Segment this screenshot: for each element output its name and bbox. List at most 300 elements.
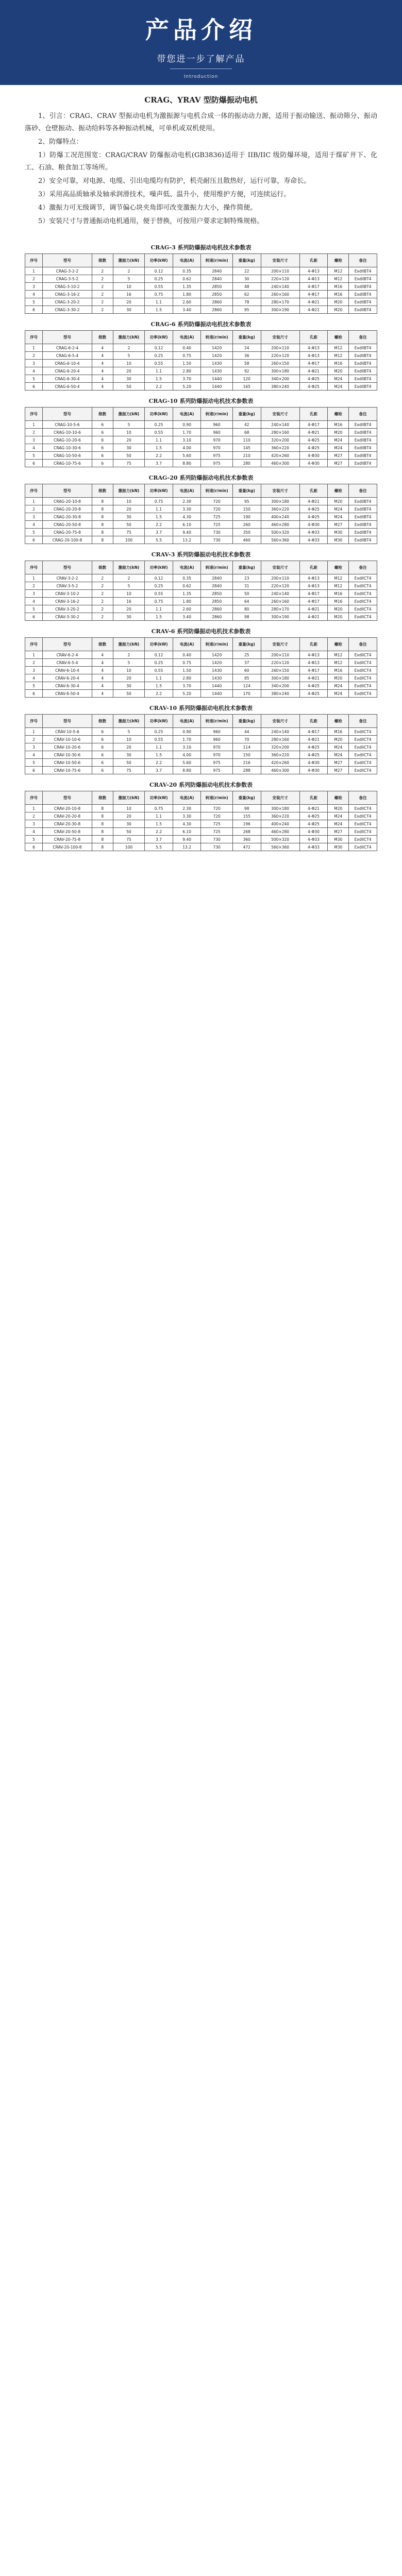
table-cell: ExdIICT4 [349, 812, 377, 820]
table-cell: ExdIICT4 [349, 767, 377, 774]
table-cell: 30 [113, 751, 144, 759]
table-cell: 0.75 [173, 659, 201, 667]
table-cell: 360 [232, 836, 261, 843]
table-cell: 460×300 [261, 767, 299, 774]
table-cell: 6 [25, 536, 43, 544]
table-cell: 2 [25, 352, 43, 360]
table-row [25, 360, 377, 367]
intro-paragraph: 1）防爆工况范围宽：CRAG/CRAV 防爆振动电机(GB3836)适用于 IIB/IIC 级防爆环境，适用于煤矿井下、化工、石油、粮食加工等场所。 [25, 151, 377, 172]
table-cell: ExdIIBT4 [349, 291, 377, 298]
table-cell: 30 [232, 275, 261, 283]
table-cell: 975 [201, 460, 232, 467]
table-cell: ExdIIBT4 [349, 298, 377, 306]
column-header: 备注 [349, 561, 377, 574]
table-cell: 68 [232, 429, 261, 436]
table-cell: 1.50 [173, 360, 201, 367]
table-cell: 3 [25, 513, 43, 521]
table-cell: ExdIICT4 [349, 836, 377, 843]
table-cell: 2 [25, 812, 43, 820]
table-row [25, 836, 377, 843]
table-cell: M16 [328, 291, 349, 298]
spec-table [25, 561, 377, 621]
table-cell: 8 [92, 498, 113, 505]
table-cell: 260×150 [261, 667, 299, 674]
table-cell: 170 [232, 690, 261, 698]
table-cell: M12 [328, 352, 349, 360]
table-cell: 75 [113, 836, 144, 843]
table-row [25, 690, 377, 698]
table-cell: 720 [201, 505, 232, 513]
table-cell: 6 [25, 306, 43, 314]
table-cell: 2840 [201, 275, 232, 283]
table-cell: 5 [113, 421, 144, 429]
table-cell: 6.10 [173, 828, 201, 836]
table-header-row [25, 484, 377, 498]
table-cell: 13.2 [173, 843, 201, 851]
table-cell: 4.30 [173, 513, 201, 521]
table-row [25, 267, 377, 275]
column-header: 安装尺寸 [261, 561, 299, 574]
table-row [25, 767, 377, 774]
table-cell: ExdIICT4 [349, 598, 377, 605]
column-header: 螺栓 [328, 791, 349, 805]
table-cell: 4-Φ17 [299, 291, 328, 298]
spec-table [25, 253, 377, 314]
table-cell: 2.30 [173, 805, 201, 812]
table-cell: 20 [113, 812, 144, 820]
table-cell: 340×200 [261, 375, 299, 383]
table-cell: 200×110 [261, 651, 299, 659]
table-cell: 30 [113, 613, 144, 621]
column-header: 功率(kW) [145, 484, 173, 498]
table-cell: 2 [92, 306, 113, 314]
table-row [25, 812, 377, 820]
table-cell: CRAG-6-30-4 [43, 375, 92, 383]
table-cell: 300×180 [261, 674, 299, 682]
table-cell: 280×170 [261, 605, 299, 613]
table-cell: CRAG-6-5-4 [43, 352, 92, 360]
table-cell: 50 [113, 828, 144, 836]
column-header: 激振力(kN) [113, 484, 144, 498]
table-cell: 0.55 [145, 429, 173, 436]
column-header: 螺栓 [328, 408, 349, 421]
column-header: 功率(kW) [145, 791, 173, 805]
table-cell: 2860 [201, 306, 232, 314]
table-cell: 50 [232, 590, 261, 598]
table-cell: 30 [113, 444, 144, 452]
table-cell: ExdIICT4 [349, 651, 377, 659]
table-cell: 4 [25, 444, 43, 452]
table-cell: 288 [232, 767, 261, 774]
column-header: 转速(r/min) [201, 638, 232, 651]
table-cell: 2860 [201, 605, 232, 613]
table-cell: 4-Φ17 [299, 590, 328, 598]
table-cell: 4-Φ30 [299, 521, 328, 529]
table-cell: 42 [232, 421, 261, 429]
table-cell: M30 [328, 843, 349, 851]
table-cell: 1.5 [145, 513, 173, 521]
table-row [25, 736, 377, 743]
column-header: 备注 [349, 408, 377, 421]
table-cell: 200×110 [261, 574, 299, 582]
table-cell: 4-Φ21 [299, 613, 328, 621]
table-cell: 10 [113, 805, 144, 812]
column-header: 安装尺寸 [261, 408, 299, 421]
banner-title: 产品介绍 [145, 16, 257, 44]
table-cell: CRAV-10-75-6 [43, 767, 92, 774]
table-cell: 3.10 [173, 743, 201, 751]
table-cell: 0.62 [173, 582, 201, 590]
table-cell: 970 [201, 751, 232, 759]
table-cell: 280×160 [261, 736, 299, 743]
table-cell: 4-Φ21 [299, 736, 328, 743]
table-cell: 2.2 [145, 521, 173, 529]
table-cell: 5.20 [173, 690, 201, 698]
table-cell: 120 [232, 375, 261, 383]
table-cell: 95 [232, 498, 261, 505]
table-cell: 8 [92, 529, 113, 536]
spec-table-block [25, 781, 377, 851]
table-cell: 20 [113, 298, 144, 306]
spec-table-block [25, 243, 377, 314]
table-row [25, 759, 377, 767]
table-cell: CRAG-20-75-8 [43, 529, 92, 536]
table-cell: 1 [25, 267, 43, 275]
table-cell: 0.90 [173, 728, 201, 736]
table-cell: 10 [113, 498, 144, 505]
column-header: 安装尺寸 [261, 254, 299, 267]
table-cell: 4-Φ17 [299, 598, 328, 605]
column-header: 级数 [92, 254, 113, 267]
table-cell: 1.1 [145, 743, 173, 751]
table-cell: 560×360 [261, 843, 299, 851]
table-cell: 0.35 [173, 267, 201, 275]
table-cell: M16 [328, 728, 349, 736]
table-cell: 5 [113, 659, 144, 667]
table-cell: 300×180 [261, 805, 299, 812]
table-cell: 4.00 [173, 751, 201, 759]
table-cell: 64 [232, 598, 261, 605]
table-cell: 10 [113, 590, 144, 598]
table-cell: 10 [113, 736, 144, 743]
table-cell: 4 [92, 344, 113, 352]
column-header: 重量(kg) [232, 715, 261, 728]
table-caption: CRAV-6 系列防爆振动电机技术参数表 [151, 628, 251, 635]
table-cell: 500×320 [261, 529, 299, 536]
table-cell: 2.2 [145, 452, 173, 460]
table-row [25, 421, 377, 429]
table-cell: 100 [113, 536, 144, 544]
table-cell: 460×300 [261, 460, 299, 467]
table-cell: 240×140 [261, 728, 299, 736]
table-cell: ExdIICT4 [349, 728, 377, 736]
table-cell: 2850 [201, 590, 232, 598]
table-cell: ExdIICT4 [349, 759, 377, 767]
table-cell: 4-Φ17 [299, 421, 328, 429]
table-cell: 2840 [201, 574, 232, 582]
spec-table [25, 330, 377, 391]
intro-section [0, 85, 402, 234]
table-cell: 3.7 [145, 836, 173, 843]
column-header: 激振力(kN) [113, 638, 144, 651]
table-cell: 2.2 [145, 690, 173, 698]
table-cell: 4-Φ13 [299, 582, 328, 590]
table-cell: 2.30 [173, 498, 201, 505]
table-cell: 725 [201, 521, 232, 529]
column-header: 激振力(kN) [113, 408, 144, 421]
table-cell: 60 [232, 667, 261, 674]
table-cell: 30 [113, 513, 144, 521]
table-cell: 560×360 [261, 536, 299, 544]
table-cell: 280×170 [261, 298, 299, 306]
column-header: 功率(kW) [145, 331, 173, 344]
table-cell: CRAV-6-20-4 [43, 674, 92, 682]
table-cell: 4-Φ33 [299, 843, 328, 851]
column-header: 级数 [92, 408, 113, 421]
intro-paragraph: 3）采用高品质轴承及轴承润滑技术，噪声低、温升小，使用维护方便，可连续运行。 [38, 191, 291, 198]
table-cell: 1.5 [145, 375, 173, 383]
table-cell: 0.12 [145, 267, 173, 275]
intro-paragraphs [25, 110, 377, 228]
table-cell: 8 [92, 536, 113, 544]
table-cell: 10 [113, 429, 144, 436]
table-cell: 1.5 [145, 682, 173, 690]
table-cell: CRAV-10-20-6 [43, 743, 92, 751]
table-cell: 6 [25, 767, 43, 774]
table-row [25, 283, 377, 291]
table-cell: 2 [92, 275, 113, 283]
table-cell: 6 [25, 613, 43, 621]
table-cell: M20 [328, 298, 349, 306]
table-cell: 260×160 [261, 291, 299, 298]
table-cell: 460×280 [261, 828, 299, 836]
table-cell: 44 [232, 728, 261, 736]
spec-table-block [25, 550, 377, 621]
table-row [25, 452, 377, 460]
spec-table [25, 484, 377, 544]
table-cell: 22 [232, 267, 261, 275]
table-cell: 1.5 [145, 751, 173, 759]
table-cell: 80 [232, 605, 261, 613]
table-row [25, 605, 377, 613]
table-cell: 3.30 [173, 505, 201, 513]
table-cell: 0.25 [145, 728, 173, 736]
table-cell: 5 [25, 375, 43, 383]
table-cell: 1430 [201, 360, 232, 367]
table-row [25, 674, 377, 682]
column-header: 电流(A) [173, 561, 201, 574]
table-cell: 2 [25, 582, 43, 590]
table-cell: ExdIICT4 [349, 582, 377, 590]
column-header: 安装尺寸 [261, 638, 299, 651]
table-cell: 58 [232, 360, 261, 367]
table-cell: M27 [328, 759, 349, 767]
table-cell: 300×190 [261, 613, 299, 621]
column-header: 型号 [43, 638, 92, 651]
table-cell: 220×120 [261, 659, 299, 667]
table-cell: 730 [201, 536, 232, 544]
table-cell: 2.60 [173, 605, 201, 613]
column-header: 电流(A) [173, 638, 201, 651]
column-header: 激振力(kN) [113, 561, 144, 574]
column-header: 激振力(kN) [113, 331, 144, 344]
table-cell: 4-Φ30 [299, 759, 328, 767]
table-cell: M20 [328, 613, 349, 621]
table-cell: ExdIIBT4 [349, 267, 377, 275]
table-cell: 2 [92, 298, 113, 306]
table-cell: CRAV-6-10-4 [43, 667, 92, 674]
table-cell: 4-Φ13 [299, 659, 328, 667]
table-cell: M16 [328, 283, 349, 291]
table-cell: 5.20 [173, 383, 201, 391]
table-cell: CRAG-3-30-2 [43, 306, 92, 314]
table-cell: 730 [201, 843, 232, 851]
table-cell: 0.40 [173, 344, 201, 352]
table-cell: 2 [25, 505, 43, 513]
column-header: 序号 [25, 254, 43, 267]
column-header: 序号 [25, 638, 43, 651]
table-cell: 1.1 [145, 674, 173, 682]
table-cell: 4 [25, 367, 43, 375]
table-cell: CRAV-10-10-6 [43, 736, 92, 743]
table-cell: 3.7 [145, 529, 173, 536]
table-cell: 460×280 [261, 521, 299, 529]
spec-table [25, 637, 377, 698]
table-cell: 2860 [201, 298, 232, 306]
column-header: 序号 [25, 331, 43, 344]
table-cell: 0.35 [173, 574, 201, 582]
table-cell: 0.12 [145, 651, 173, 659]
column-header: 重量(kg) [232, 791, 261, 805]
table-cell: ExdIICT4 [349, 674, 377, 682]
table-cell: ExdIICT4 [349, 736, 377, 743]
table-cell: CRAG-6-20-4 [43, 367, 92, 375]
table-cell: 960 [201, 736, 232, 743]
table-cell: 4 [92, 682, 113, 690]
table-cell: CRAG-3-16-2 [43, 291, 92, 298]
table-cell: 0.25 [145, 421, 173, 429]
table-cell: M12 [328, 275, 349, 283]
table-cell: 150 [232, 505, 261, 513]
table-header-row [25, 331, 377, 344]
table-cell: 3 [25, 820, 43, 828]
table-cell: ExdIICT4 [349, 743, 377, 751]
table-cell: ExdIIBT4 [349, 505, 377, 513]
table-cell: 20 [113, 367, 144, 375]
table-cell: 3 [25, 590, 43, 598]
column-header: 电流(A) [173, 791, 201, 805]
table-cell: 220×120 [261, 275, 299, 283]
column-header: 级数 [92, 561, 113, 574]
table-cell: 1420 [201, 344, 232, 352]
table-row [25, 682, 377, 690]
column-header: 孔距 [299, 561, 328, 574]
table-cell: 1420 [201, 659, 232, 667]
table-cell: 4-Φ33 [299, 836, 328, 843]
table-cell: CRAG-10-75-6 [43, 460, 92, 467]
table-cell: 4-Φ17 [299, 360, 328, 367]
table-cell: 8 [92, 805, 113, 812]
table-row [25, 743, 377, 751]
table-cell: CRAV-6-30-4 [43, 682, 92, 690]
table-cell: 0.25 [145, 275, 173, 283]
table-cell: 3 [25, 283, 43, 291]
table-cell: 4-Φ17 [299, 283, 328, 291]
table-cell: M20 [328, 306, 349, 314]
table-cell: 4 [92, 360, 113, 367]
table-cell: CRAG-3-5-2 [43, 275, 92, 283]
table-cell: CRAG-10-10-6 [43, 429, 92, 436]
table-cell: 400×240 [261, 513, 299, 521]
table-cell: 110 [232, 436, 261, 444]
table-cell: 3 [25, 743, 43, 751]
table-cell: 1 [25, 574, 43, 582]
column-header: 序号 [25, 715, 43, 728]
table-cell: 6 [92, 743, 113, 751]
column-header: 激振力(kN) [113, 715, 144, 728]
column-header: 备注 [349, 638, 377, 651]
table-cell: 975 [201, 759, 232, 767]
table-cell: CRAV-3-30-2 [43, 613, 92, 621]
table-cell: 0.25 [145, 582, 173, 590]
column-header: 重量(kg) [232, 484, 261, 498]
spec-table [25, 407, 377, 467]
column-header: 转速(r/min) [201, 791, 232, 805]
table-row [25, 513, 377, 521]
table-cell: 3.30 [173, 812, 201, 820]
table-cell: 3.7 [145, 460, 173, 467]
table-cell: 4-Φ13 [299, 275, 328, 283]
table-cell: 70 [232, 736, 261, 743]
table-cell: 4 [25, 598, 43, 605]
table-cell: 150 [232, 751, 261, 759]
table-cell: 4-Φ25 [299, 383, 328, 391]
table-cell: 16 [113, 291, 144, 298]
table-cell: ExdIIBT4 [349, 521, 377, 529]
table-cell: 4 [25, 291, 43, 298]
table-cell: CRAV-3-2-2 [43, 574, 92, 582]
table-cell: 4 [92, 367, 113, 375]
column-header: 安装尺寸 [261, 791, 299, 805]
table-cell: 0.90 [173, 421, 201, 429]
table-cell: 3.40 [173, 306, 201, 314]
table-cell: CRAG-20-10-8 [43, 498, 92, 505]
table-cell: 0.12 [145, 344, 173, 352]
table-cell: 6 [92, 767, 113, 774]
table-cell: M24 [328, 682, 349, 690]
table-cell: 5 [113, 275, 144, 283]
table-cell: 4 [92, 651, 113, 659]
table-cell: 30 [113, 682, 144, 690]
column-header: 重量(kg) [232, 561, 261, 574]
table-cell: 2 [25, 659, 43, 667]
table-cell: 1.5 [145, 613, 173, 621]
table-cell: ExdIIBT4 [349, 429, 377, 436]
table-row [25, 383, 377, 391]
table-cell: 4-Φ13 [299, 267, 328, 275]
table-cell: 8 [92, 513, 113, 521]
table-cell: 6 [92, 460, 113, 467]
column-header: 孔距 [299, 254, 328, 267]
table-cell: 320×200 [261, 743, 299, 751]
table-cell: 1 [25, 728, 43, 736]
table-cell: 20 [113, 505, 144, 513]
column-header: 型号 [43, 791, 92, 805]
column-header: 级数 [92, 638, 113, 651]
intro-paragraph: 1、引言：CRAG、CRAV 型振动电机为激振源与电机合成一体的振动动力源，适用于振动输送、振动筛分、振动落砂、仓壁振动、振动给料等各种振动机械，可单机或双机使用。 [25, 112, 377, 132]
table-cell: 124 [232, 682, 261, 690]
table-cell: CRAV-6-5-4 [43, 659, 92, 667]
